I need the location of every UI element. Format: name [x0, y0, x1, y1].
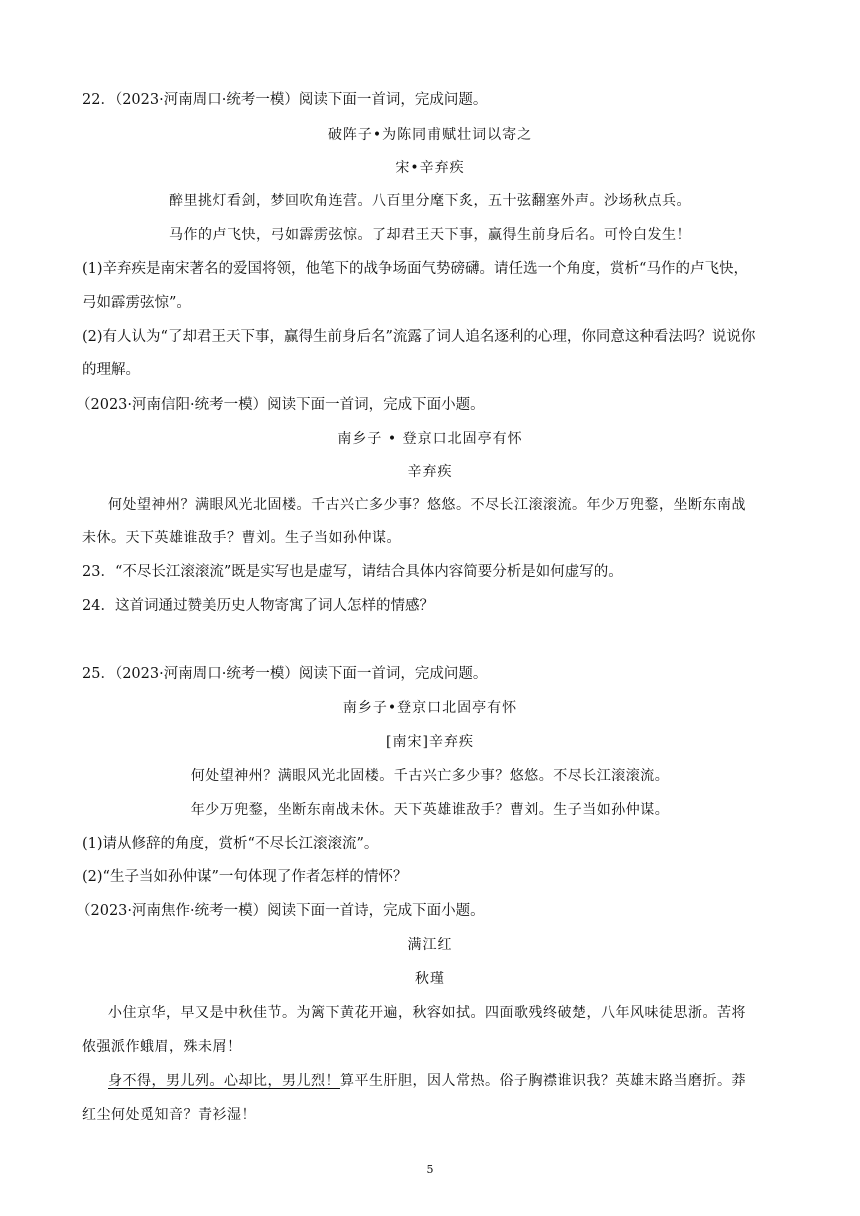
poem-text: 未休。天下英雄谁敌手？曹刘。生子当如孙仲谋。 [82, 530, 401, 546]
poem-line: 年少万兜鍪，坐断东南战未休。天下英雄谁敌手？曹刘。生子当如孙仲谋。 [190, 802, 670, 818]
question-25-stem: 25．（2023·河南周口·统考一模）阅读下面一首词，完成问题。 [82, 666, 488, 682]
poem-text-line [108, 1071, 746, 1091]
poem-title: 南乡子 • 登京口北固亭有怀 [337, 431, 523, 447]
sub-question-text: 弓如霹雳弦惊”。 [82, 295, 191, 311]
question-23: 23．“不尽长江滚滚流”既是实写也是虚写，请结合具体内容简要分析是如何虚写的。 [82, 564, 623, 580]
poem-author: [南宋]辛弃疾 [386, 734, 474, 750]
question-group-stem: （2023·河南焦作·统考一模）阅读下面一首诗，完成下面小题。 [76, 903, 485, 919]
poem-title: 南乡子•登京口北固亭有怀 [342, 700, 518, 716]
poem-author: 秋瑾 [415, 971, 445, 987]
poem-line: 何处望神州？满眼风光北固楼。千古兴亡多少事？悠悠。不尽长江滚滚流。 [190, 768, 670, 784]
poem-title: 满江红 [407, 937, 453, 953]
underlined-poem-text: 身不得，男儿列。心却比，男儿烈！ [108, 1073, 340, 1089]
poem-line: 马作的卢飞快，弓如霹雳弦惊。了却君王天下事，赢得生前身后名。可怜白发生！ [169, 227, 691, 243]
poem-text: 何处望神州？满眼风光北固楼。千古兴亡多少事？悠悠。不尽长江滚滚流。年少万兜鍪，坐断东南战 [108, 497, 746, 513]
poem-author: 辛弃疾 [407, 464, 453, 480]
poem-text: 侬强派作蛾眉，殊未屑！ [82, 1039, 242, 1055]
poem-text: 红尘何处觅知音？青衫湿！ [82, 1107, 256, 1123]
question-24: 24．这首词通过赞美历史人物寄寓了词人怎样的情感？ [82, 598, 434, 614]
sub-question-text: 的理解。 [82, 362, 140, 378]
poem-text: 小住京华，早又是中秋佳节。为篱下黄花开遍，秋容如拭。四面歌残终破楚，八年风味徒思浙。苦将 [108, 1005, 746, 1021]
sub-question-text: (2)有人认为“了却君王天下事，赢得生前身后名”流露了词人追名逐利的心理，你同意这种看法吗？说说你 [82, 329, 756, 345]
question-22-stem: 22．（2023·河南周口·统考一模）阅读下面一首词，完成问题。 [82, 92, 488, 108]
poem-title: 破阵子•为陈同甫赋壮词以寄之 [327, 127, 533, 143]
sub-question-text: (1)辛弃疾是南宋著名的爱国将领，他笔下的战争场面气势磅礴。请任选一个角度，赏析“马作的卢飞快， [82, 261, 748, 277]
poem-text: 算平生肝胆，因人常热。俗子胸襟谁识我？英雄末路当磨折。莽 [340, 1073, 746, 1089]
poem-line: 醉里挑灯看剑，梦回吹角连营。八百里分麾下炙，五十弦翻塞外声。沙场秋点兵。 [169, 193, 691, 209]
page-number: 5 [426, 1163, 434, 1176]
sub-question-text: (1)请从修辞的角度，赏析“不尽长江滚滚流”。 [82, 836, 379, 852]
sub-question-text: (2)“生子当如孙仲谋”一句体现了作者怎样的情怀？ [82, 869, 408, 885]
poem-author: 宋•辛弃疾 [395, 160, 465, 176]
question-group-stem: （2023·河南信阳·统考一模）阅读下面一首词，完成下面小题。 [76, 397, 485, 413]
